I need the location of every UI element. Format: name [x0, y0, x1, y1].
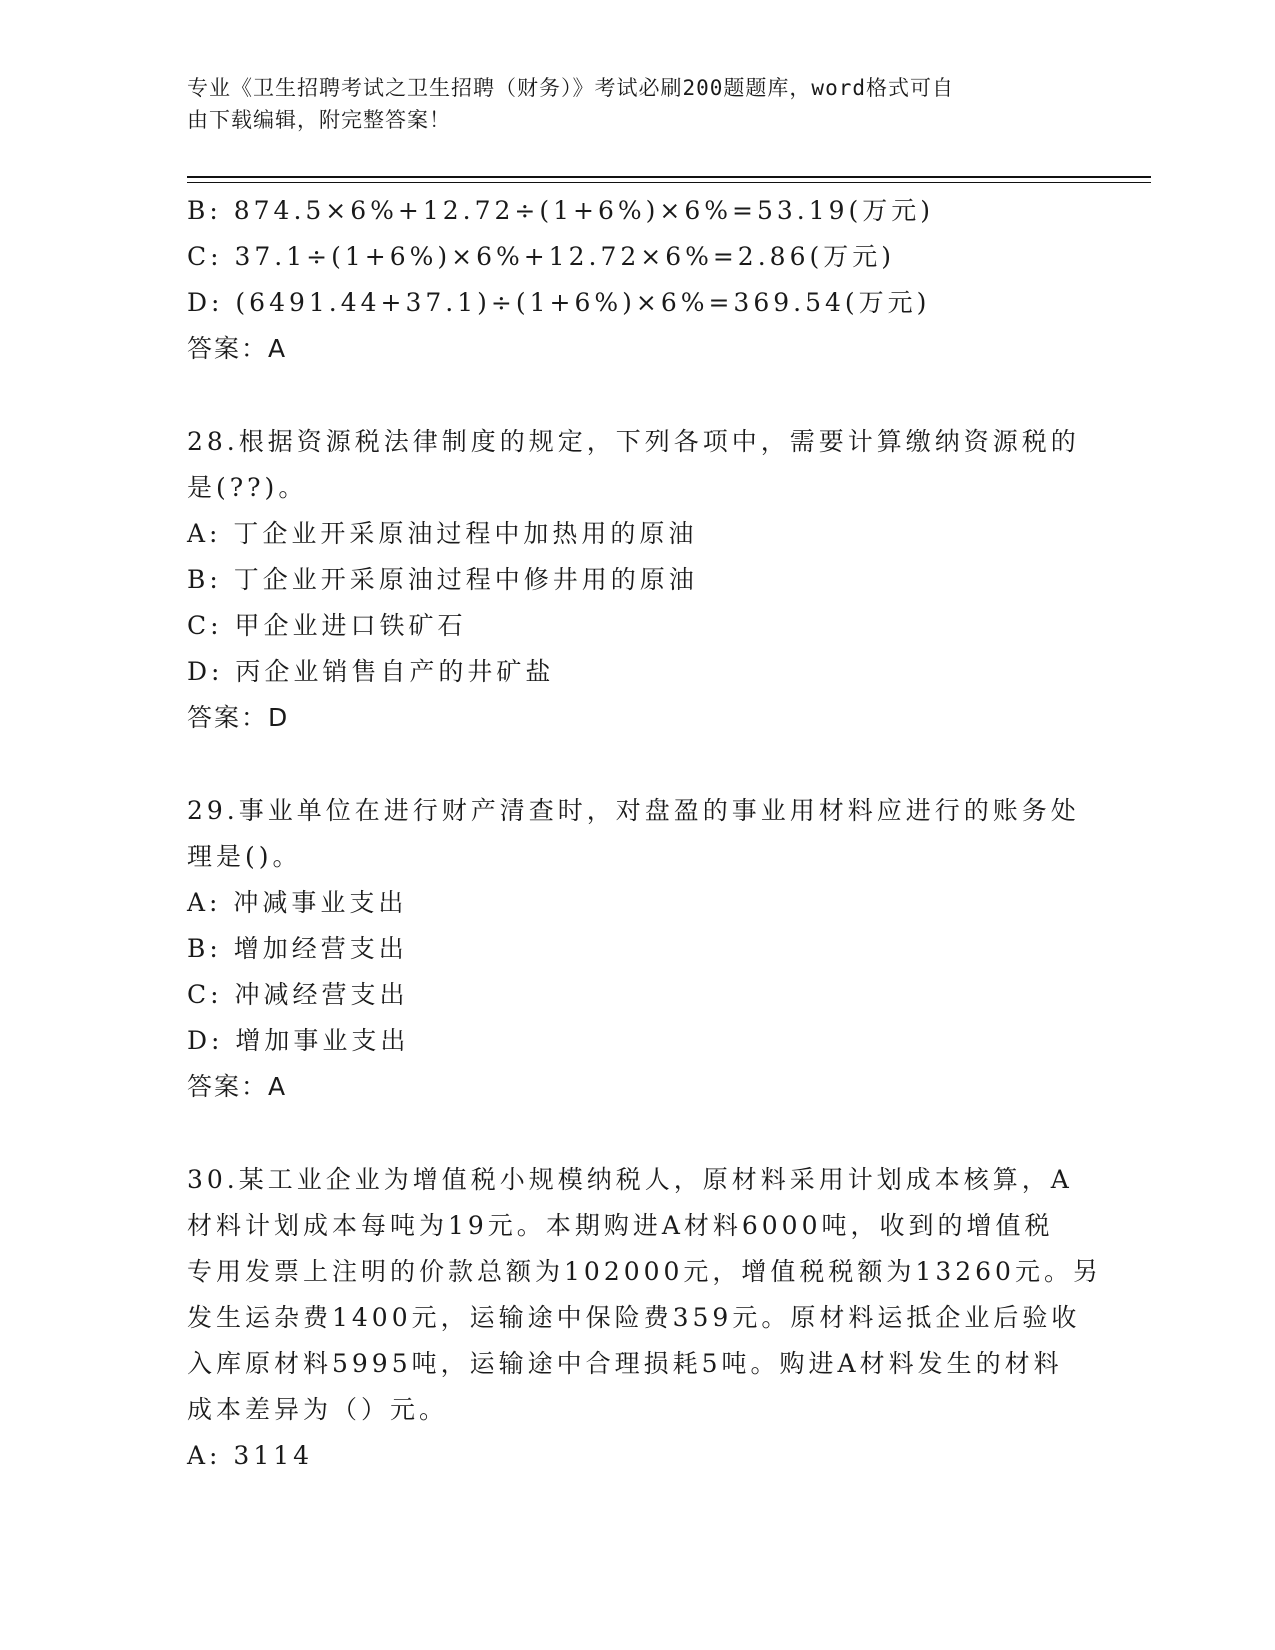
question-30 [187, 1157, 1102, 1479]
option-b: B: 增加经营支出 [187, 934, 408, 963]
option-a: A: 冲减事业支出 [187, 888, 408, 917]
option-c: C: 甲企业进口铁矿石 [187, 611, 467, 640]
header-line-1: 专业《卫生招聘考试之卫生招聘（财务）》考试必刷200题题库，word格式可自 [187, 76, 954, 100]
question-stem: 专用发票上注明的价款总额为102000元，增值税税额为13260元。另 [187, 1257, 1102, 1286]
question-27 [187, 188, 1087, 372]
header-divider-thick [187, 176, 1151, 178]
spacer [187, 1110, 1087, 1157]
question-stem: 28.根据资源税法律制度的规定，下列各项中，需要计算缴纳资源税的 [187, 427, 1080, 456]
option-b: B: 874.5×6%+12.72÷(1+6%)×6%=53.19(万元) [187, 196, 935, 225]
option-d: D: 增加事业支出 [187, 1026, 410, 1055]
question-stem: 理是()。 [187, 842, 302, 871]
question-28 [187, 419, 1087, 741]
question-stem: 30.某工业企业为增值税小规模纳税人，原材料采用计划成本核算，A [187, 1165, 1073, 1194]
option-c: C: 37.1÷(1+6%)×6%+12.72×6%=2.86(万元) [187, 242, 895, 271]
question-stem: 入库原材料5995吨，运输途中合理损耗5吨。购进A材料发生的材料 [187, 1349, 1063, 1378]
answer-label: 答案：A [187, 1072, 288, 1101]
question-stem: 29.事业单位在进行财产清查时，对盘盈的事业用材料应进行的账务处 [187, 796, 1080, 825]
question-stem: 发生运杂费1400元，运输途中保险费359元。原材料运抵企业后验收 [187, 1303, 1081, 1332]
answer-label: 答案：D [187, 703, 290, 732]
option-d: D: 丙企业销售自产的井矿盐 [187, 657, 555, 686]
option-c: C: 冲减经营支出 [187, 980, 409, 1009]
option-a: A: 丁企业开采原油过程中加热用的原油 [187, 519, 698, 548]
question-stem: 成本差异为（）元。 [187, 1395, 449, 1424]
header-line-2: 由下载编辑，附完整答案！ [187, 108, 451, 132]
option-a: A: 3114 [187, 1441, 314, 1470]
question-stem: 是(??)。 [187, 473, 308, 502]
question-stem: 材料计划成本每吨为19元。本期购进A材料6000吨，收到的增值税 [187, 1211, 1054, 1240]
option-b: B: 丁企业开采原油过程中修井用的原油 [187, 565, 698, 594]
header-divider-thin [187, 182, 1151, 183]
question-29 [187, 788, 1087, 1110]
answer-label: 答案：A [187, 334, 288, 363]
option-d: D: (6491.44+37.1)÷(1+6%)×6%=369.54(万元) [187, 288, 931, 317]
question-list [187, 188, 1102, 1479]
document-header [187, 72, 1067, 136]
spacer [187, 741, 1087, 788]
spacer [187, 372, 1087, 419]
